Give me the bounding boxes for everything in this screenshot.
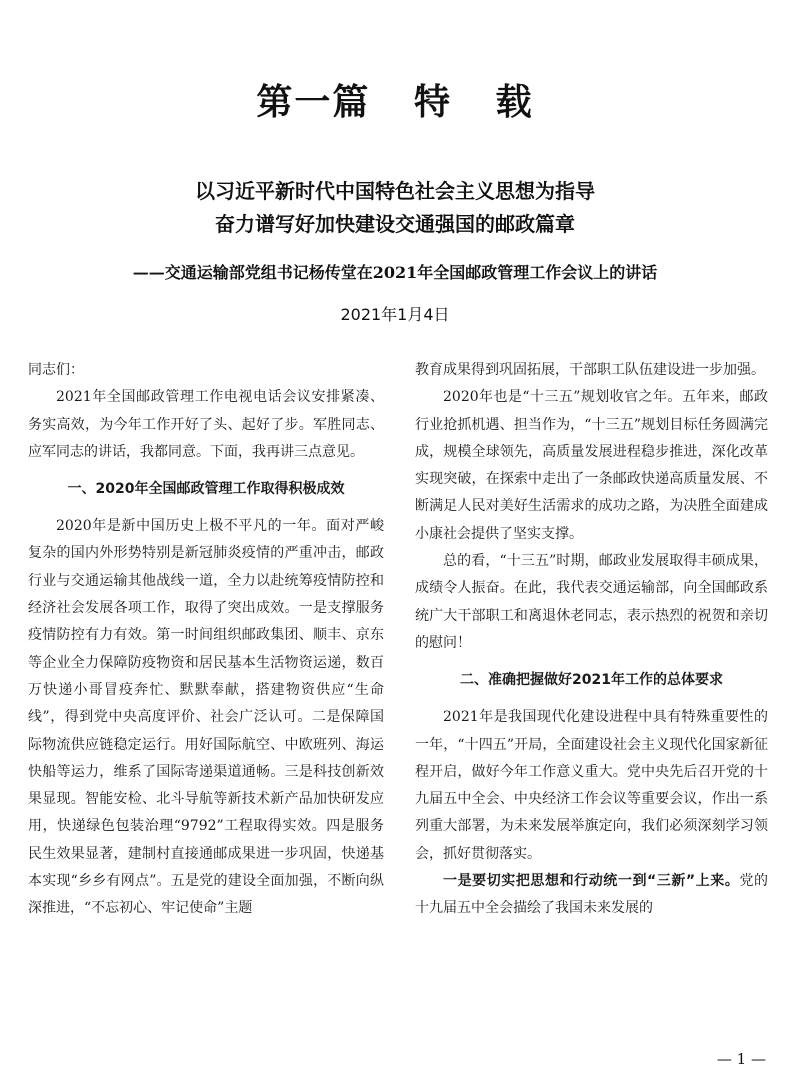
section-1-paragraph-2: 2020年也是“十三五”规划收官之年。五年来，邮政行业抢抓机遇、担当作为，“十三五”规划目标任务圆满完成，规模全球领先，高质量发展进程稳步推进，深化改革实现突破，在探索中走出了一条邮政快递高质量发展、不断满足人民对美好生活需求的成功之路，为决胜全面建成小康社会提供了坚实支撑。: [415, 389, 768, 542]
intro-paragraph: 2021年全国邮政管理工作电视电话会议安排紧凑、务实高效，为今年工作开好了头、起好了步。军胜同志、应军同志的讲话，我都同意。下面，我再讲三点意见。: [28, 389, 384, 460]
section-2-paragraph-1: 2021年是我国现代化建设进程中具有特殊重要性的一年，“十四五”开局，全面建设社会主义现代化国家新征程开启，做好今年工作意义重大。党中央先后召开党的十九届五中全会、中央经济工作会议等重要会议，作出一系列重大部署，为未来发展举旗定向，我们必须深刻学习领会，抓好贯彻落实。: [415, 709, 768, 862]
section-1-paragraph-1: 2020年是新中国历史上极不平凡的一年。面对严峻复杂的国内外形势特别是新冠肺炎疫情的严重冲击，邮政行业与交通运输其他战线一道，全力以赴统筹疫情防控和经济社会发展各项工作，取得了突出成效。一是支撑服务疫情防控有力有效。第一时间组织邮政集团、顺丰、京东等企业全力保障防疫物资和居民基本生活物资运递，数百万快递小哥冒疫奔忙、默默奉献，搭建物资供应“生命线”，得到党中央高度评价、社会广泛认可。二是保障国际物流供应链稳定运行。用好国际航空、中欧班列、海运快船等运力，维系了国际寄递渠道通畅。三是科技创新效果显现。智能安检、北斗导航等新技术新产品加快研发应用，快递绿色包装治理“9792”工程取得实效。四是服务民生效果显著，建制村直接通邮成果进一步巩固，快递基本实现“乡乡有网点”。五是党的建设全面加强，不断向纵深推进，“不忘初心、牢记使命”主题: [28, 518, 384, 917]
article-title-line-1: 以习近平新时代中国特色社会主义思想为指导: [195, 179, 595, 203]
section-1-paragraph-3: 总的看，“十三五”时期，邮政业发展取得丰硕成果，成绩令人振奋。在此，我代表交通运输部，向全国邮政系统广大干部职工和离退休老同志，表示热烈的祝贺和亲切的慰问！: [415, 553, 768, 651]
article-subtitle: ——交通运输部党组书记杨传堂在2021年全国邮政管理工作会议上的讲话: [132, 263, 658, 282]
section-2-point-1-lead: 一是要切实把思想和行动统一到“三新”上来。: [443, 873, 740, 890]
section-2-heading: 二、准确把握做好2021年工作的总体要求: [460, 672, 723, 689]
right-column: [415, 357, 768, 1047]
section-2-paragraph-2: [415, 868, 768, 923]
section-1-heading: 一、2020年全国邮政管理工作取得积极成效: [67, 481, 345, 498]
left-column: [28, 357, 384, 1047]
article-title-line-2: 奋力谱写好加快建设交通强国的邮政篇章: [215, 212, 575, 236]
salutation: 同志们：: [28, 362, 84, 378]
section-2-point-1-text: 党的十九届五中全会描绘了我国未来发展的: [415, 873, 768, 917]
speech-date: 2021年1月4日: [340, 305, 450, 324]
page-number: — 1 —: [716, 1050, 766, 1068]
chapter-title: 第一篇 特 载: [256, 81, 534, 123]
section-1-paragraph-1-continued: 教育成果得到巩固拓展，干部职工队伍建设进一步加强。: [415, 362, 765, 378]
